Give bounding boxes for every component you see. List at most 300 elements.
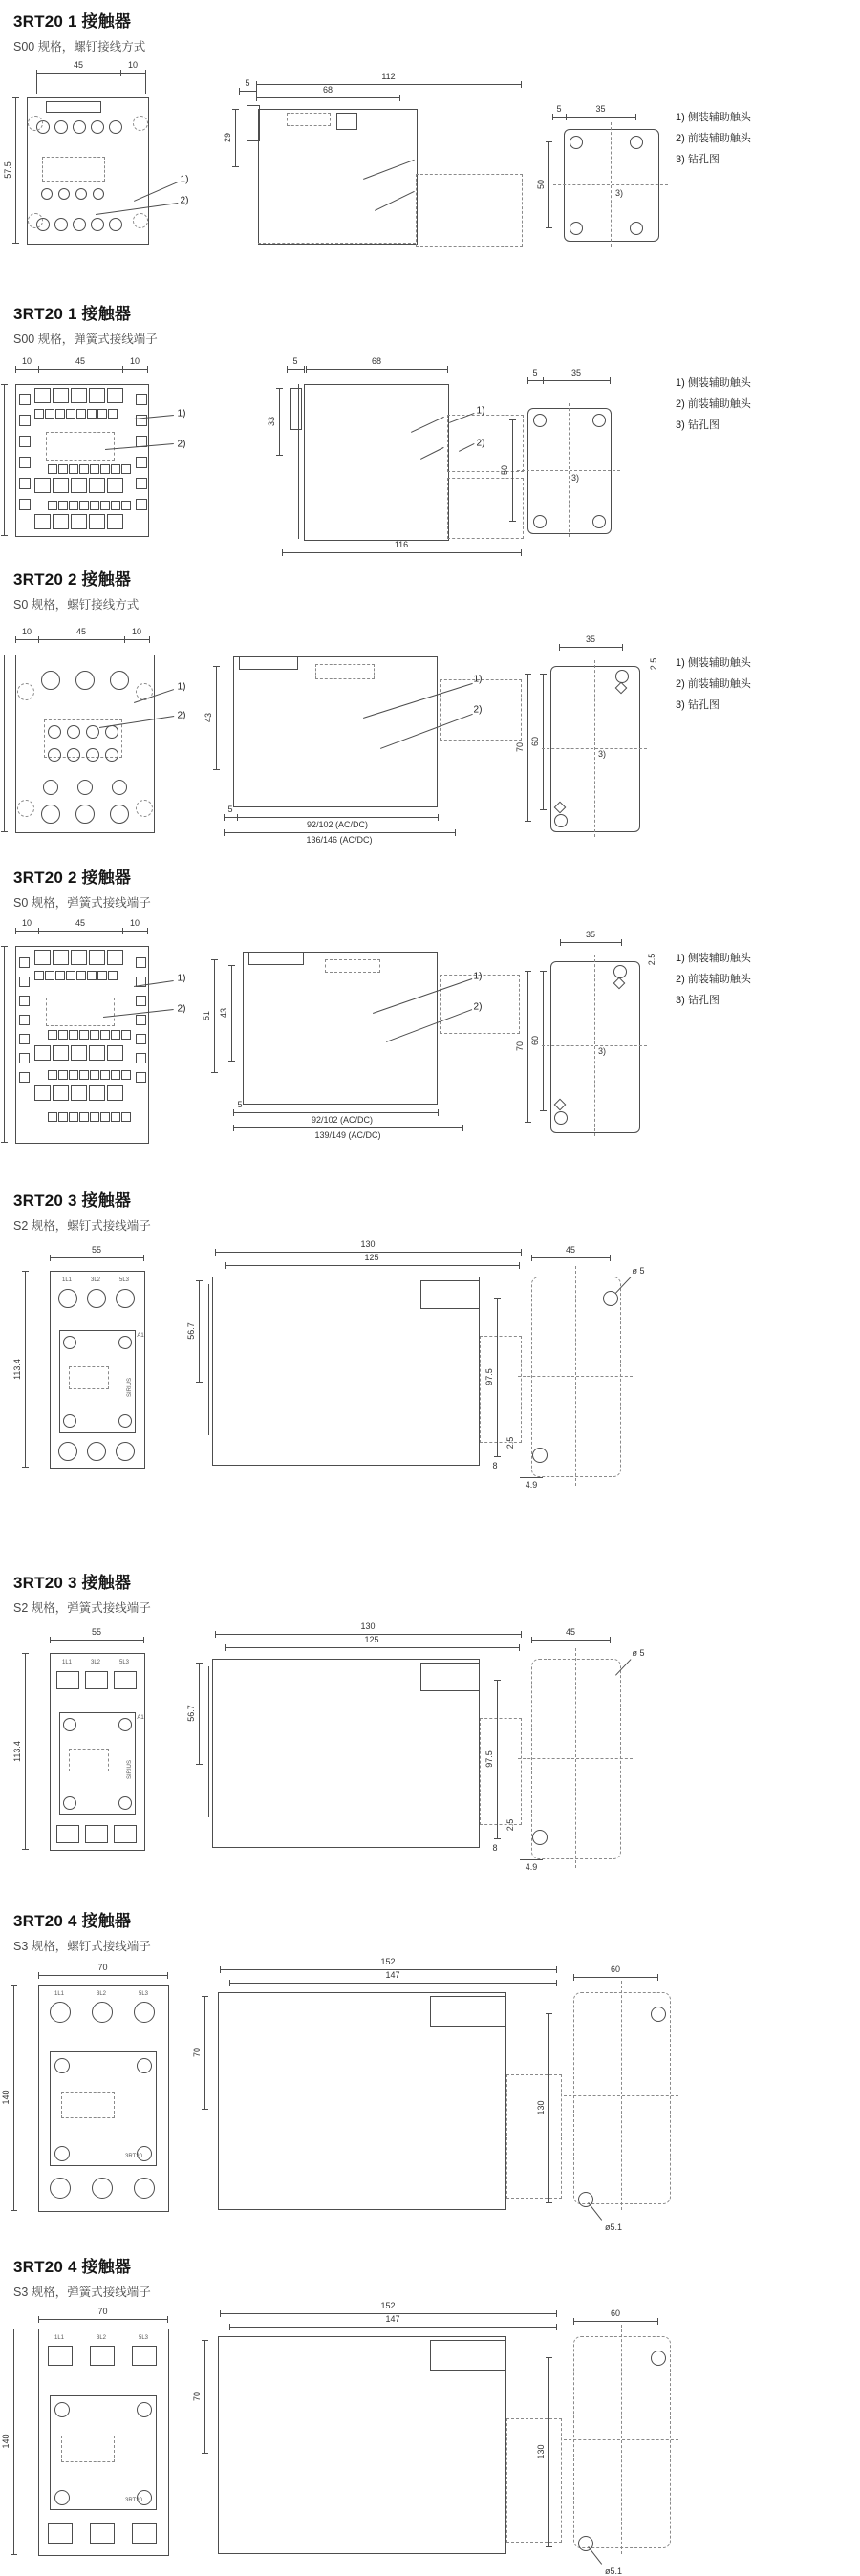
terminal-square bbox=[69, 501, 78, 510]
terminal-square bbox=[19, 1015, 30, 1025]
section-subtitle: S2 规格，弹簧式接线端子 bbox=[13, 1601, 151, 1615]
dimension-label: 130 bbox=[360, 1621, 376, 1631]
terminal-square bbox=[111, 1030, 120, 1040]
dimension-tick bbox=[531, 1255, 532, 1261]
terminal-square bbox=[71, 950, 87, 965]
hole-circle bbox=[86, 748, 99, 762]
dimension-line bbox=[224, 817, 237, 818]
device-marking: 3L2 bbox=[90, 1277, 101, 1283]
dimension-tick bbox=[509, 419, 516, 420]
terminal-square bbox=[53, 1085, 69, 1101]
hole-circle bbox=[613, 965, 627, 978]
line bbox=[208, 1284, 209, 1435]
dimension-tick bbox=[237, 814, 238, 821]
hole-circle bbox=[570, 136, 583, 149]
dimension-line bbox=[287, 369, 304, 370]
dimension-label: 45 bbox=[73, 60, 84, 70]
hole-circle bbox=[54, 2058, 70, 2073]
section-subtitle: S0 规格，螺钉接线方式 bbox=[13, 598, 140, 612]
outline-box bbox=[114, 1671, 137, 1689]
terminal-square bbox=[136, 457, 147, 468]
dimension-tick bbox=[220, 1966, 221, 1973]
device-marking: 1L1 bbox=[61, 1277, 73, 1283]
legend-item: 1) 侧装辅助触头 bbox=[676, 377, 751, 389]
dimension-label: 50 bbox=[500, 464, 509, 476]
dimension-line bbox=[225, 1265, 519, 1266]
dimension-tick bbox=[38, 2316, 39, 2323]
terminal-square bbox=[100, 501, 110, 510]
terminal-square bbox=[121, 464, 131, 474]
terminal-square bbox=[71, 388, 87, 403]
dimension-tick bbox=[527, 377, 528, 384]
hole-circle bbox=[630, 136, 643, 149]
hole-circle bbox=[651, 2007, 666, 2022]
terminal-square bbox=[53, 478, 69, 493]
hole-circle bbox=[134, 2002, 155, 2023]
callout-label: 2) bbox=[180, 195, 189, 206]
dimension-tick bbox=[11, 2554, 17, 2555]
callout-label: 2) bbox=[177, 710, 186, 721]
terminal-square bbox=[100, 1112, 110, 1122]
device-marking: SIRIUS bbox=[127, 1759, 133, 1780]
dimension-tick bbox=[211, 1072, 218, 1073]
hole-circle bbox=[58, 1289, 77, 1308]
hole-circle bbox=[592, 414, 606, 427]
dimension-tick bbox=[447, 366, 448, 373]
dimension-label: 136/146 (AC/DC) bbox=[306, 835, 373, 845]
dimension-label: 5 bbox=[556, 104, 562, 114]
dimension-line bbox=[543, 971, 544, 1110]
dimension-line bbox=[25, 1653, 26, 1849]
terminal-square bbox=[136, 996, 146, 1006]
terminal-square bbox=[19, 996, 30, 1006]
dimension-tick bbox=[196, 1382, 203, 1383]
terminal-square bbox=[19, 1053, 30, 1063]
outline-box bbox=[290, 388, 302, 430]
legend-item: 2) 前装辅助触头 bbox=[676, 398, 751, 410]
legend-item: 2) 前装辅助触头 bbox=[676, 678, 751, 690]
dimension-tick bbox=[256, 81, 257, 88]
terminal-square bbox=[79, 501, 89, 510]
dimension-label: 68 bbox=[322, 85, 333, 95]
dimension-label: 4.9 bbox=[525, 1480, 538, 1490]
hole-circle bbox=[48, 725, 61, 739]
dimension-tick bbox=[233, 1109, 234, 1116]
terminal-square bbox=[108, 409, 118, 419]
drill-plan-label: 3) bbox=[570, 473, 580, 483]
dimension-tick bbox=[147, 928, 148, 934]
dimension-tick bbox=[232, 109, 239, 110]
dashed-outline bbox=[61, 2436, 115, 2462]
hole-circle bbox=[92, 2002, 113, 2023]
dimension-label: 125 bbox=[364, 1635, 379, 1644]
terminal-square bbox=[19, 957, 30, 968]
dimension-label: 130 bbox=[536, 2444, 546, 2459]
hole-circle bbox=[43, 780, 58, 795]
dimension-label: 92/102 (AC/DC) bbox=[311, 1115, 374, 1125]
dimension-tick bbox=[509, 521, 516, 522]
dimension-label: 70 bbox=[192, 2391, 202, 2402]
dimension-tick bbox=[556, 1966, 557, 1973]
dimension-tick bbox=[306, 366, 307, 373]
drill-plan-label: 3) bbox=[597, 749, 607, 759]
device-marking: 1L1 bbox=[61, 1660, 73, 1665]
dimension-line bbox=[527, 674, 528, 821]
screw-circle bbox=[133, 213, 148, 228]
figure-canvas bbox=[0, 1239, 860, 1512]
dimension-label: 140 bbox=[1, 2090, 11, 2105]
hole-circle bbox=[54, 120, 68, 134]
dimension-line bbox=[199, 1663, 200, 1764]
terminal-square bbox=[19, 457, 31, 468]
dimension-tick bbox=[196, 1663, 203, 1664]
terminal-square bbox=[19, 1072, 30, 1083]
dimension-line bbox=[560, 942, 621, 943]
dimension-tick bbox=[525, 971, 531, 972]
dimension-tick bbox=[519, 1262, 520, 1269]
dimension-tick bbox=[145, 70, 146, 76]
hole-circle bbox=[75, 805, 95, 824]
outline-box bbox=[430, 1996, 506, 2027]
device-marking: 3RT20 bbox=[125, 2154, 142, 2159]
terminal-square bbox=[53, 950, 69, 965]
callout-label: 1) bbox=[473, 674, 483, 685]
figure-canvas bbox=[0, 626, 860, 857]
dimension-label: 4.9 bbox=[525, 1862, 538, 1872]
dimension-line bbox=[50, 1640, 143, 1641]
callout-label: 2) bbox=[473, 704, 483, 716]
dimension-tick bbox=[540, 971, 547, 972]
terminal-square bbox=[100, 464, 110, 474]
dimension-tick bbox=[38, 1972, 39, 1979]
dimension-tick bbox=[573, 1974, 574, 1981]
dimension-label: 43 bbox=[204, 712, 213, 723]
hole-circle bbox=[137, 2058, 152, 2073]
hole-circle bbox=[92, 2178, 113, 2199]
terminal-square bbox=[19, 478, 31, 489]
hole-circle bbox=[67, 725, 80, 739]
drill-plate-outline bbox=[573, 1992, 671, 2204]
terminal-square bbox=[121, 1070, 131, 1080]
callout-label: 1) bbox=[473, 971, 483, 982]
terminal-square bbox=[76, 409, 86, 419]
dashed-outline bbox=[61, 2092, 115, 2118]
line bbox=[145, 76, 146, 94]
dimension-tick bbox=[229, 1980, 230, 1986]
dimension-label: 147 bbox=[385, 1970, 400, 1980]
hole-circle bbox=[54, 2146, 70, 2161]
dimension-line bbox=[231, 965, 232, 1061]
dimension-line bbox=[199, 1280, 200, 1382]
dimension-tick bbox=[233, 1125, 234, 1131]
terminal-square bbox=[53, 388, 69, 403]
dimension-label: 70 bbox=[97, 1963, 108, 1972]
outline-box bbox=[56, 1671, 79, 1689]
dimension-line bbox=[50, 1257, 143, 1258]
dimension-line bbox=[548, 2357, 549, 2546]
dimension-tick bbox=[546, 2546, 552, 2547]
legend-item: 1) 侧装辅助触头 bbox=[676, 657, 751, 669]
leader-line bbox=[588, 2202, 602, 2221]
terminal-square bbox=[89, 478, 105, 493]
dimension-label: 55 bbox=[91, 1245, 102, 1255]
hole-circle bbox=[554, 814, 568, 827]
dimension-line bbox=[13, 1985, 14, 2210]
centerline bbox=[611, 122, 612, 247]
terminal-square bbox=[87, 971, 97, 980]
dimension-line bbox=[497, 1298, 498, 1456]
dimension-tick bbox=[1, 831, 8, 832]
outline-box bbox=[248, 952, 304, 965]
terminal-square bbox=[71, 478, 87, 493]
section-subtitle: S3 规格，弹簧式接线端子 bbox=[13, 2286, 151, 2299]
hole-circle bbox=[532, 1448, 548, 1463]
dimension-tick bbox=[546, 2202, 552, 2203]
hole-circle bbox=[105, 748, 118, 762]
dimension-tick bbox=[196, 1280, 203, 1281]
dimension-line bbox=[573, 1977, 657, 1978]
dimension-label: 147 bbox=[385, 2314, 400, 2324]
dimension-tick bbox=[239, 88, 240, 95]
dimension-label: 130 bbox=[360, 1239, 376, 1249]
device-marking: 1L1 bbox=[54, 2335, 65, 2341]
terminal-square bbox=[71, 514, 87, 529]
line bbox=[520, 1477, 543, 1478]
dimension-label: 8 bbox=[492, 1843, 498, 1853]
dimension-tick bbox=[36, 70, 37, 76]
terminal-square bbox=[69, 464, 78, 474]
drill-plate-outline bbox=[550, 961, 640, 1133]
hole-circle bbox=[86, 725, 99, 739]
terminal-square bbox=[136, 499, 147, 510]
dimension-tick bbox=[622, 644, 623, 651]
dimension-label: 10 bbox=[129, 918, 140, 928]
device-marking: A1 bbox=[137, 1333, 144, 1339]
dimension-label: 92/102 (AC/DC) bbox=[306, 820, 369, 829]
callout-label: 1) bbox=[177, 408, 186, 419]
outline-box bbox=[430, 2340, 506, 2371]
dimension-line bbox=[214, 959, 215, 1072]
terminal-square bbox=[107, 388, 123, 403]
dimension-line bbox=[13, 2329, 14, 2554]
hole-circle bbox=[570, 222, 583, 235]
dimension-tick bbox=[519, 1644, 520, 1651]
hole-circle bbox=[41, 671, 60, 690]
line bbox=[208, 1666, 209, 1817]
hole-circle bbox=[58, 1442, 77, 1461]
hole-circle bbox=[87, 1442, 106, 1461]
dimension-tick bbox=[282, 549, 283, 556]
dimension-label: 57.5 bbox=[3, 161, 12, 179]
dimension-label: 45 bbox=[565, 1627, 576, 1637]
dimension-label: 60 bbox=[610, 2308, 621, 2318]
hole-circle bbox=[41, 805, 60, 824]
terminal-square bbox=[48, 501, 57, 510]
terminal-square bbox=[79, 1112, 89, 1122]
terminal-square bbox=[58, 464, 68, 474]
terminal-square bbox=[121, 1112, 131, 1122]
dimension-tick bbox=[225, 1262, 226, 1269]
legend-item: 3) 钻孔图 bbox=[676, 995, 720, 1006]
dimension-tick bbox=[38, 366, 39, 373]
dimension-label: 60 bbox=[610, 1964, 621, 1974]
terminal-square bbox=[69, 1030, 78, 1040]
dimension-label: 68 bbox=[371, 356, 382, 366]
dimension-tick bbox=[521, 1631, 522, 1638]
dimension-line bbox=[25, 1271, 26, 1467]
terminal-square bbox=[136, 478, 147, 489]
dimension-tick bbox=[50, 1255, 51, 1261]
line bbox=[36, 76, 37, 94]
hole-circle bbox=[112, 780, 127, 795]
terminal-square bbox=[66, 971, 75, 980]
dimension-label: 60 bbox=[530, 736, 540, 747]
figure-canvas bbox=[0, 59, 860, 300]
dimension-tick bbox=[124, 636, 125, 643]
dashed-outline bbox=[69, 1366, 109, 1389]
dimension-label: 45 bbox=[75, 356, 86, 366]
dimension-tick bbox=[531, 1637, 532, 1643]
dimension-tick bbox=[525, 1122, 531, 1123]
terminal-square bbox=[71, 1045, 87, 1061]
dimension-line bbox=[4, 384, 5, 535]
dimension-tick bbox=[610, 377, 611, 384]
terminal-square bbox=[34, 409, 44, 419]
terminal-square bbox=[90, 464, 99, 474]
dimension-label: 2.5 bbox=[505, 1818, 515, 1832]
dimension-tick bbox=[610, 1255, 611, 1261]
dimension-tick bbox=[38, 928, 39, 934]
dimension-line bbox=[225, 1647, 519, 1648]
device-marking: 3L2 bbox=[90, 1660, 101, 1665]
hole-circle bbox=[63, 1336, 76, 1349]
dimension-tick bbox=[256, 95, 257, 101]
dimension-label: 50 bbox=[536, 179, 546, 190]
dimension-line bbox=[559, 647, 622, 648]
dimension-label: 125 bbox=[364, 1253, 379, 1262]
dimension-tick bbox=[120, 70, 121, 76]
callout-label: 2) bbox=[476, 438, 485, 449]
terminal-square bbox=[58, 501, 68, 510]
terminal-square bbox=[89, 1045, 105, 1061]
hole-circle bbox=[73, 218, 86, 231]
terminal-square bbox=[34, 950, 51, 965]
hole-circle bbox=[533, 515, 547, 528]
dashed-outline bbox=[416, 174, 523, 247]
terminal-square bbox=[19, 415, 31, 426]
line bbox=[298, 384, 299, 539]
outline-box bbox=[239, 656, 298, 670]
hole-circle bbox=[63, 1718, 76, 1731]
dashed-outline bbox=[287, 113, 331, 126]
dimension-label: 10 bbox=[21, 918, 32, 928]
terminal-square bbox=[136, 1015, 146, 1025]
dimension-tick bbox=[22, 1849, 29, 1850]
dimension-line bbox=[256, 97, 399, 98]
hole-circle bbox=[134, 2178, 155, 2199]
dimension-tick bbox=[122, 366, 123, 373]
terminal-square bbox=[100, 1030, 110, 1040]
dimension-tick bbox=[22, 1467, 29, 1468]
dimension-line bbox=[237, 817, 438, 818]
hole-circle bbox=[58, 188, 70, 200]
terminal-square bbox=[48, 1112, 57, 1122]
drill-plate-outline bbox=[531, 1659, 621, 1859]
hole-circle bbox=[110, 671, 129, 690]
dimension-line bbox=[4, 946, 5, 1142]
dimension-line bbox=[256, 84, 521, 85]
hole-circle bbox=[54, 2490, 70, 2505]
terminal-square bbox=[108, 971, 118, 980]
terminal-square bbox=[79, 1070, 89, 1080]
hole-circle bbox=[118, 1718, 132, 1731]
terminal-square bbox=[97, 409, 107, 419]
dimension-label: 140 bbox=[1, 2434, 11, 2449]
hole-circle bbox=[533, 414, 547, 427]
dimension-tick bbox=[438, 1109, 439, 1116]
dashed-outline bbox=[69, 1749, 109, 1771]
dimension-label: 55 bbox=[91, 1627, 102, 1637]
hole-circle bbox=[118, 1796, 132, 1810]
terminal-square bbox=[34, 1045, 51, 1061]
hole-diameter-label: ø 5 bbox=[632, 1266, 645, 1276]
dimension-tick bbox=[1, 946, 8, 947]
dimension-label: 45 bbox=[565, 1245, 576, 1255]
dimension-line bbox=[204, 1996, 205, 2109]
hole-diameter-label: ø5.1 bbox=[604, 2222, 623, 2232]
dimension-tick bbox=[50, 1637, 51, 1643]
screw-circle bbox=[17, 683, 34, 700]
outline-box bbox=[304, 384, 449, 541]
section-heading: 3RT20 4 接触器 bbox=[13, 2258, 132, 2276]
drill-plan-label: 3) bbox=[597, 1046, 607, 1056]
dimension-tick bbox=[494, 1298, 501, 1299]
dimension-line bbox=[224, 832, 455, 833]
dashed-outline bbox=[46, 432, 115, 461]
dimension-tick bbox=[559, 644, 560, 651]
terminal-square bbox=[34, 971, 44, 980]
terminal-square bbox=[90, 1030, 99, 1040]
dimension-label: 10 bbox=[127, 60, 139, 70]
device-marking: 5L3 bbox=[138, 2335, 149, 2341]
dimension-line bbox=[279, 388, 280, 455]
terminal-square bbox=[19, 394, 31, 405]
hole-circle bbox=[36, 218, 50, 231]
dimension-line bbox=[531, 1257, 610, 1258]
terminal-square bbox=[53, 1045, 69, 1061]
device-marking: 3L2 bbox=[96, 1991, 107, 1997]
section-heading: 3RT20 1 接触器 bbox=[13, 305, 132, 323]
callout-label: 2) bbox=[473, 1001, 483, 1013]
dimension-label: 5 bbox=[292, 356, 298, 366]
screw-circle bbox=[17, 800, 34, 817]
outline-box bbox=[48, 2523, 73, 2544]
dimension-line bbox=[38, 2319, 167, 2320]
hole-circle bbox=[118, 1336, 132, 1349]
dimension-tick bbox=[287, 366, 288, 373]
dimension-label: 116 bbox=[394, 540, 409, 549]
dimension-line bbox=[36, 73, 120, 74]
dimension-label: 10 bbox=[21, 356, 32, 366]
dimension-tick bbox=[11, 1985, 17, 1986]
line bbox=[258, 243, 416, 244]
dimension-line bbox=[229, 2327, 556, 2328]
screw-circle bbox=[136, 800, 153, 817]
terminal-square bbox=[79, 1030, 89, 1040]
hole-circle bbox=[532, 1830, 548, 1845]
dimension-tick bbox=[304, 366, 305, 373]
dimension-tick bbox=[540, 1110, 547, 1111]
